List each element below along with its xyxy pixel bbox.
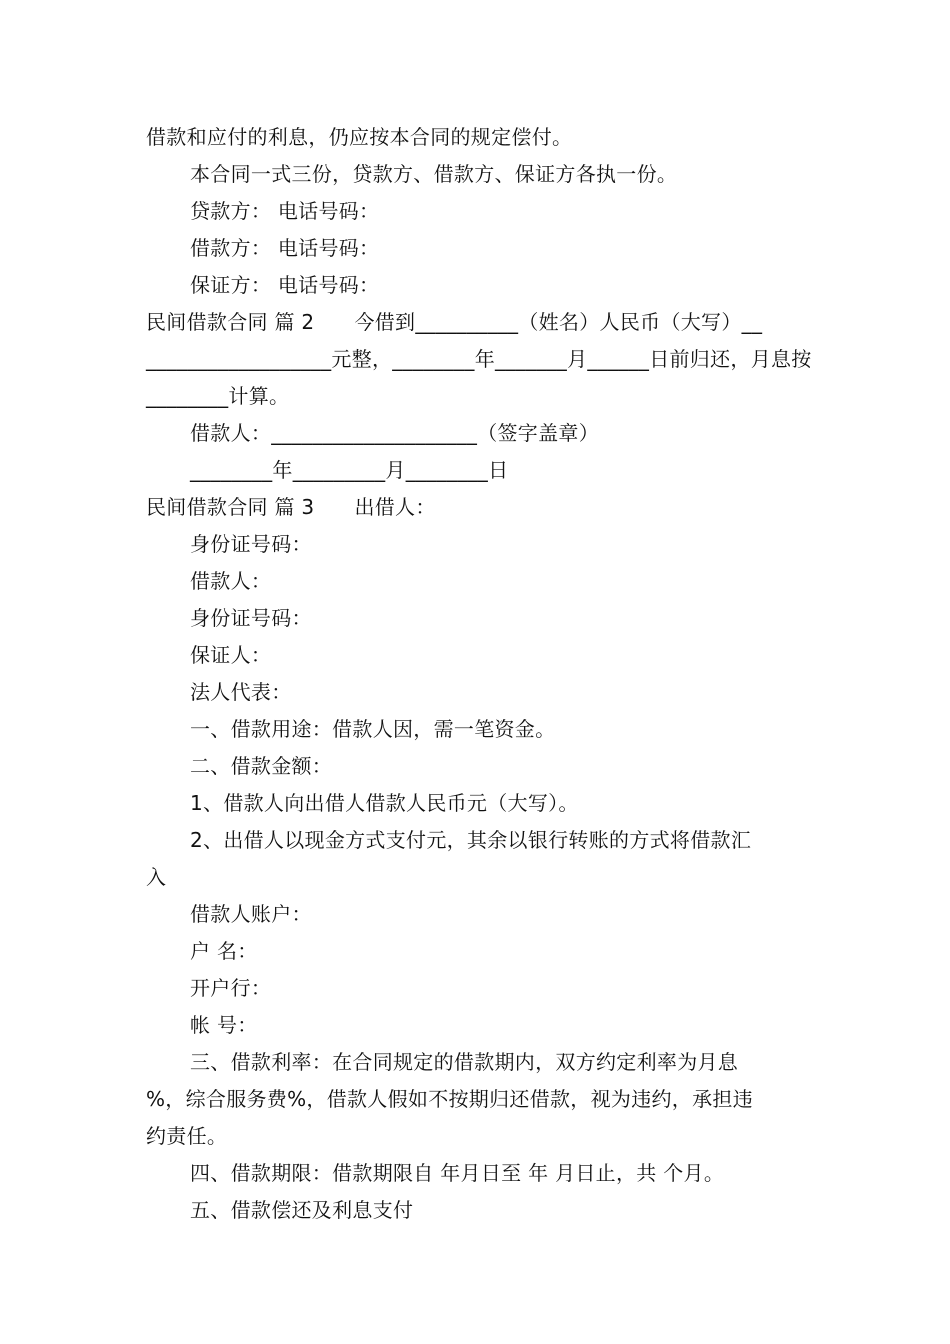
paragraph-line: 借款和应付的利息，仍应按本合同的规定偿付。: [146, 125, 573, 149]
date-line: ________年_________月________日: [190, 458, 509, 482]
clause-line: 四、借款期限：借款期限自 年月日至 年 月日止，共 个月。: [190, 1161, 725, 1185]
paragraph-line: 法人代表：: [190, 680, 292, 704]
clause-line: 二、借款金额：: [190, 754, 333, 778]
paragraph-line: 身份证号码：: [190, 606, 312, 630]
clause-line: 五、借款偿还及利息支付: [190, 1198, 414, 1222]
signature-line: 借款人：____________________（签字盖章）: [190, 421, 599, 445]
clause-line: %，综合服务费%，借款人假如不按期归还借款，视为违约，承担违: [146, 1087, 754, 1111]
account-line: 借款人账户：: [190, 902, 312, 926]
section-text: 今借到__________（姓名）人民币（大写）__: [354, 310, 763, 334]
clause-line: 一、借款用途：借款人因，需一笔资金。: [190, 717, 556, 741]
paragraph-line: ________计算。: [146, 384, 290, 408]
paragraph-line: __________________元整，________年_______月______日前归还，月息按: [146, 347, 812, 371]
clause-line: 三、借款利率：在合同规定的借款期内，双方约定利率为月息: [190, 1050, 739, 1074]
paragraph-line: 借款人：: [190, 569, 272, 593]
section-heading-3: [146, 493, 811, 521]
paragraph-line: 本合同一式三份，贷款方、借款方、保证方各执一份。: [190, 162, 678, 186]
account-line: 户 名：: [190, 939, 258, 963]
paragraph-line: 身份证号码：: [190, 532, 312, 556]
clause-line: 约责任。: [146, 1124, 228, 1148]
clause-line: 1、借款人向出借人借款人民币元（大写）。: [190, 791, 579, 815]
account-line: 开户行：: [190, 976, 272, 1000]
signature-line-lender: 贷款方： 电话号码：: [190, 199, 380, 223]
clause-line: 入: [146, 865, 167, 889]
signature-line-borrower: 借款方： 电话号码：: [190, 236, 380, 260]
signature-line-guarantor: 保证方： 电话号码：: [190, 273, 380, 297]
section-text: 出借人：: [354, 495, 436, 519]
account-line: 帐 号：: [190, 1013, 258, 1037]
clause-line: 2、出借人以现金方式支付元，其余以银行转账的方式将借款汇: [190, 828, 752, 852]
section-title: 民间借款合同 篇 2: [146, 310, 315, 334]
section-heading-2: [146, 308, 811, 336]
section-title: 民间借款合同 篇 3: [146, 495, 315, 519]
paragraph-line: 保证人：: [190, 643, 272, 667]
